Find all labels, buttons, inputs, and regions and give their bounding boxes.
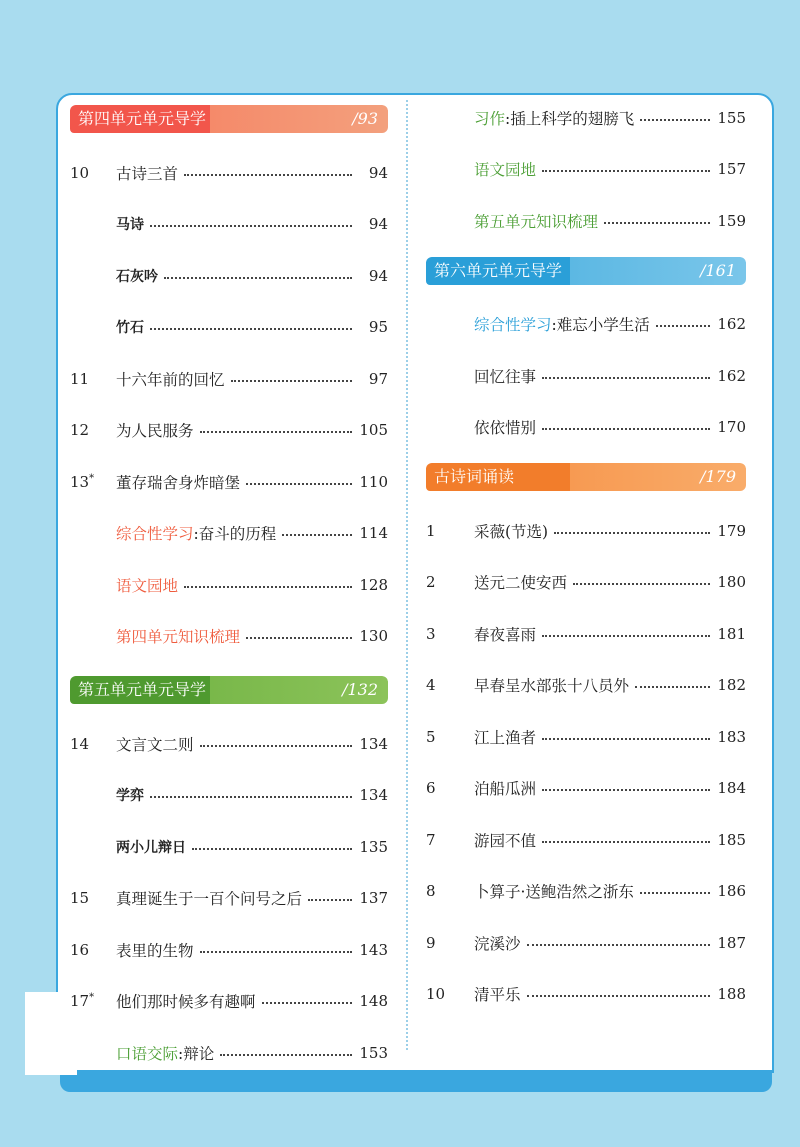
unit6-header[interactable] [426, 257, 746, 289]
entry-page: 128 [359, 575, 388, 594]
leader-dots [542, 841, 710, 843]
leader-dots [554, 532, 710, 534]
unit6-header-title: 第六单元单元导学 [426, 257, 606, 285]
leader-dots [150, 796, 352, 798]
entry-title [116, 574, 178, 596]
entry-page: 134 [359, 734, 388, 753]
entry-page: 162 [717, 366, 746, 385]
leader-dots [200, 951, 352, 953]
entry-number: 16 [70, 940, 90, 959]
toc-entry[interactable] [426, 763, 746, 815]
leader-dots [200, 745, 352, 747]
entry-label-rest: :奋斗的历程 [193, 525, 277, 544]
unit5-header-page: /132 [342, 680, 378, 699]
leader-dots [246, 637, 352, 639]
entry-title: 春夜喜雨 [474, 625, 537, 644]
leader-dots [282, 534, 352, 536]
unit6-header-page: /161 [700, 260, 736, 280]
leader-dots [542, 738, 710, 740]
entry-page: 137 [359, 889, 388, 908]
entry-label: 语文园地 [474, 161, 537, 180]
entry-number: 14 [70, 734, 90, 753]
toc-entry[interactable] [426, 92, 746, 144]
poetry-header[interactable] [426, 463, 746, 495]
entry-page: 143 [359, 940, 388, 959]
leader-dots [220, 1054, 352, 1056]
entry-page: 135 [359, 837, 388, 856]
toc-entry[interactable] [70, 250, 388, 302]
entry-title: 泊船瓜洲 [474, 780, 537, 799]
unit4-header-page: /93 [352, 109, 378, 128]
toc-entry[interactable] [426, 608, 746, 660]
optional-mark: * [89, 472, 95, 484]
entry-page: 110 [359, 472, 388, 491]
toc-entry[interactable] [70, 302, 388, 354]
entry-page: 134 [359, 786, 388, 805]
entry-page: 188 [717, 985, 746, 1004]
entry-title: 董存瑞舍身炸暗堡 [116, 473, 241, 492]
entry-title: 早春呈水部张十八员外 [474, 677, 630, 696]
toc-entry[interactable] [70, 718, 388, 770]
toc-entry[interactable] [70, 611, 388, 663]
toc-entry[interactable] [70, 199, 388, 251]
entry-title [116, 625, 240, 647]
leader-dots [635, 686, 710, 688]
entry-number: 4 [426, 676, 436, 695]
toc-entry[interactable] [426, 144, 746, 196]
entry-label-rest: :难忘小学生活 [551, 316, 650, 335]
entry-title: 真理诞生于一百个问号之后 [116, 890, 303, 909]
toc-entry[interactable] [70, 559, 388, 611]
entry-title: 马诗 [116, 217, 144, 234]
entry-page: 130 [359, 627, 388, 646]
entry-page: 94 [368, 215, 388, 234]
entry-label: 第四单元知识梳理 [116, 628, 241, 647]
entry-page: 94 [368, 163, 388, 182]
entry-page: 162 [717, 315, 746, 334]
toc-entry[interactable] [426, 866, 746, 918]
entry-number: 10 [426, 985, 446, 1004]
entry-number: 17* [70, 992, 95, 1011]
unit4-header-title: 第四单元单元导学 [70, 105, 246, 133]
entry-page: 94 [368, 266, 388, 285]
entry-page: 95 [368, 318, 388, 337]
entry-title: 浣溪沙 [474, 934, 521, 953]
entry-number: 15 [70, 889, 90, 908]
entry-page: 182 [717, 676, 746, 695]
leader-dots [184, 586, 352, 588]
entry-title [474, 313, 650, 335]
left-column [70, 105, 388, 1079]
leader-dots [150, 225, 352, 227]
entry-title: 他们那时候多有趣啊 [116, 993, 256, 1012]
leader-dots [640, 892, 710, 894]
toc-entry[interactable] [426, 969, 746, 1021]
entry-title: 江上渔者 [474, 728, 537, 747]
entry-title [474, 416, 536, 438]
entry-label: 习作 [474, 109, 506, 128]
entry-label: 语文园地 [116, 576, 179, 595]
toc-entry[interactable] [70, 1027, 388, 1079]
toc-entry[interactable] [70, 353, 388, 405]
toc-entry[interactable] [426, 917, 746, 969]
entry-title [474, 107, 634, 129]
entry-page: 170 [717, 418, 746, 437]
entry-label: 回忆往事 [474, 367, 537, 386]
entry-page: 105 [359, 421, 388, 440]
unit5-header[interactable] [70, 676, 388, 708]
toc-entry[interactable] [70, 821, 388, 873]
entry-label: 综合性学习 [116, 525, 194, 544]
toc-entry[interactable] [70, 924, 388, 976]
entry-label: 第五单元知识梳理 [474, 212, 599, 231]
entry-page: 157 [717, 160, 746, 179]
unit5-extras-right [426, 92, 746, 247]
entry-title [116, 1042, 214, 1064]
unit4-entries [70, 147, 388, 508]
entry-title [474, 210, 598, 232]
entry-title: 古诗三首 [116, 164, 179, 183]
leader-dots [640, 119, 710, 121]
entry-page: 159 [717, 211, 746, 230]
toc-entry[interactable] [426, 814, 746, 866]
entry-number: 9 [426, 933, 436, 952]
entry-number: 2 [426, 573, 436, 592]
entry-title: 十六年前的回忆 [116, 370, 225, 389]
entry-page: 155 [717, 108, 746, 127]
entry-number: 8 [426, 882, 436, 901]
leader-dots [542, 428, 710, 430]
leader-dots [231, 380, 352, 382]
column-divider [406, 100, 408, 1050]
leader-dots [527, 944, 710, 946]
leader-dots [308, 899, 352, 901]
toc-entry[interactable] [70, 770, 388, 822]
entry-label-rest: :辩论 [178, 1044, 215, 1063]
entry-number: 10 [70, 163, 90, 182]
poetry-entries [426, 505, 746, 1020]
entry-label-rest: :插上科学的翅膀飞 [505, 109, 635, 128]
entry-label: 综合性学习 [474, 316, 552, 335]
poetry-header-page: /179 [700, 467, 736, 486]
right-column [426, 92, 746, 1020]
leader-dots [192, 848, 352, 850]
entry-title [474, 365, 536, 387]
toc-entry[interactable] [426, 402, 746, 454]
entry-page: 114 [359, 524, 388, 543]
entry-page: 186 [717, 882, 746, 901]
optional-mark: * [89, 992, 95, 1004]
unit5-entries [70, 718, 388, 1027]
entry-page: 181 [717, 624, 746, 643]
entry-label: 依依惜别 [474, 419, 537, 438]
entry-title: 卜算子·送鲍浩然之浙东 [474, 883, 634, 902]
entry-title: 表里的生物 [116, 941, 194, 960]
unit4-header[interactable] [70, 105, 388, 137]
leader-dots [573, 583, 710, 585]
toc-entry[interactable] [70, 873, 388, 925]
toc-entry[interactable] [70, 456, 388, 508]
entry-title: 送元二使安西 [474, 574, 568, 593]
entry-title: 清平乐 [474, 986, 521, 1005]
entry-number: 5 [426, 727, 436, 746]
unit4-extras [70, 508, 388, 663]
entry-title [116, 522, 276, 544]
leader-dots [542, 170, 710, 172]
entry-number: 11 [70, 369, 90, 388]
entry-page: 185 [717, 830, 746, 849]
leader-dots [542, 377, 710, 379]
toc-entry[interactable] [426, 505, 746, 557]
entry-page: 148 [359, 992, 388, 1011]
entry-title: 游园不值 [474, 831, 537, 850]
toc-entry[interactable] [426, 711, 746, 763]
entry-title: 为人民服务 [116, 422, 194, 441]
leader-dots [604, 222, 710, 224]
leader-dots [656, 325, 710, 327]
entry-title [474, 158, 536, 180]
entry-number: 12 [70, 421, 90, 440]
entry-number: 7 [426, 830, 436, 849]
entry-title: 竹石 [116, 320, 144, 337]
entry-number: 3 [426, 624, 436, 643]
leader-dots [527, 995, 710, 997]
leader-dots [542, 635, 710, 637]
unit6-extras [426, 299, 746, 454]
entry-page: 187 [717, 933, 746, 952]
unit5-header-title: 第五单元单元导学 [70, 676, 246, 704]
leader-dots [200, 431, 352, 433]
toc-entry[interactable] [70, 405, 388, 457]
poetry-header-title: 古诗词诵读 [426, 463, 606, 491]
entry-title: 石灰吟 [116, 268, 158, 285]
toc-entry[interactable] [426, 350, 746, 402]
leader-dots [542, 789, 710, 791]
entry-title: 文言文二则 [116, 735, 194, 754]
entry-page: 180 [717, 573, 746, 592]
toc-entry[interactable] [426, 557, 746, 609]
toc-entry[interactable] [426, 195, 746, 247]
toc-entry[interactable] [70, 976, 388, 1028]
entry-number: 6 [426, 779, 436, 798]
entry-label: 口语交际 [116, 1044, 179, 1063]
entry-page: 184 [717, 779, 746, 798]
entry-page: 183 [717, 727, 746, 746]
unit5-extras-left [70, 1027, 388, 1079]
entry-page: 179 [717, 521, 746, 540]
entry-page: 153 [359, 1043, 388, 1062]
leader-dots [246, 483, 352, 485]
leader-dots [150, 328, 352, 330]
entry-title: 两小儿辩日 [116, 839, 186, 856]
leader-dots [262, 1002, 352, 1004]
leader-dots [184, 174, 352, 176]
entry-number: 13* [70, 472, 95, 491]
toc-entry[interactable] [70, 508, 388, 560]
leader-dots [164, 277, 352, 279]
entry-title: 采薇(节选) [474, 522, 549, 541]
entry-page: 97 [368, 369, 388, 388]
entry-title: 学弈 [116, 788, 144, 805]
toc-entry[interactable] [70, 147, 388, 199]
entry-number: 1 [426, 521, 436, 540]
toc-entry[interactable] [426, 660, 746, 712]
toc-entry[interactable] [426, 299, 746, 351]
